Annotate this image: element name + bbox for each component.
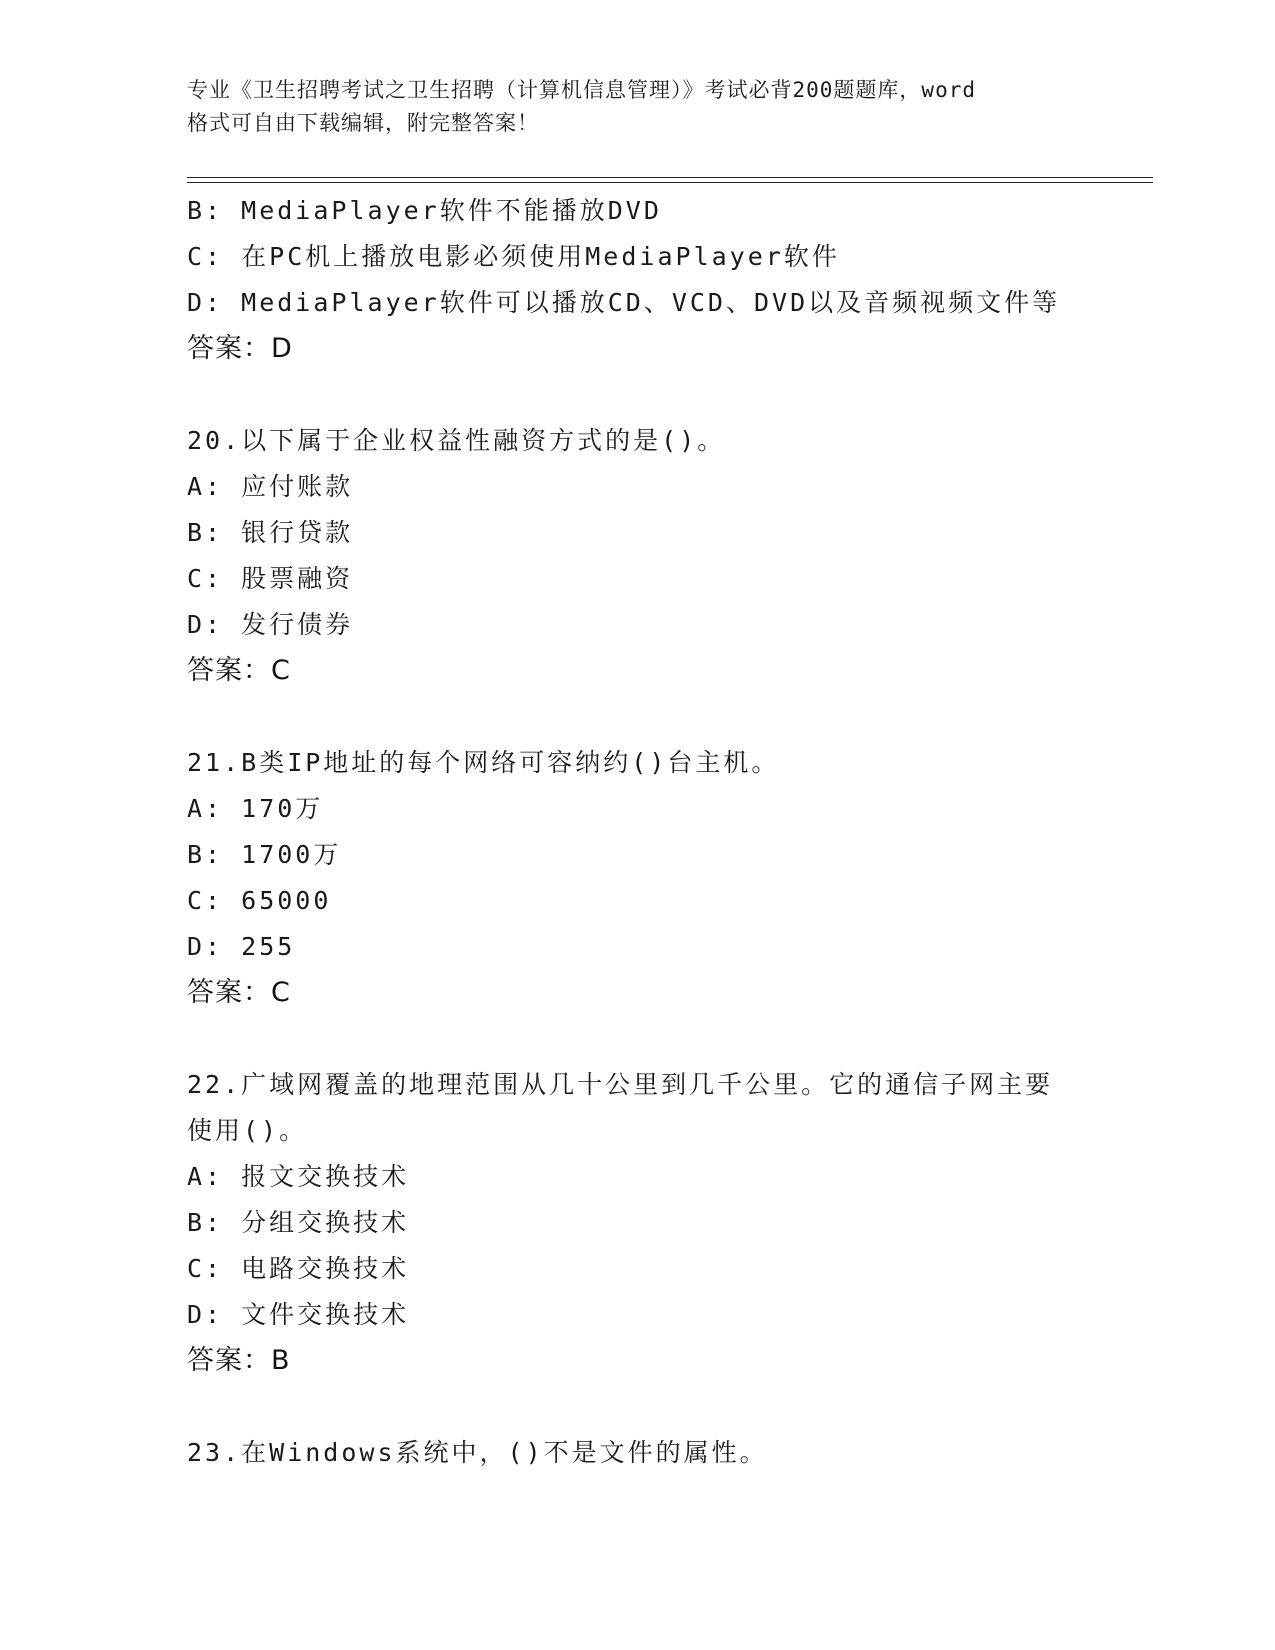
question-stem: 21.B类IP地址的每个网络可容纳约()台主机。 (187, 748, 780, 777)
option-d: D: 255 (187, 932, 296, 961)
option-c: C: 电路交换技术 (187, 1254, 410, 1283)
option-c: C: 股票融资 (187, 564, 354, 593)
spacer (187, 1384, 1147, 1430)
option-a: A: 应付账款 (187, 472, 354, 501)
question-20 (187, 418, 1147, 694)
header-divider-top (187, 177, 1153, 178)
option-c: C: 65000 (187, 886, 332, 915)
option-d: D: MediaPlayer软件可以播放CD、VCD、DVD以及音频视频文件等 (187, 288, 1061, 317)
option-b: B: 分组交换技术 (187, 1208, 410, 1237)
question-19-continued (187, 188, 1147, 372)
answer-label: 答案：B (187, 1345, 291, 1376)
option-a: A: 170万 (187, 794, 324, 823)
question-stem-line-2: 使用()。 (187, 1116, 308, 1145)
option-a: A: 报文交换技术 (187, 1162, 410, 1191)
option-b: B: MediaPlayer软件不能播放DVD (187, 196, 662, 225)
answer-label: 答案：C (187, 655, 291, 686)
option-c: C: 在PC机上播放电影必须使用MediaPlayer软件 (187, 242, 840, 271)
question-23 (187, 1430, 1147, 1476)
question-stem-line-1: 22.广域网覆盖的地理范围从几十公里到几千公里。它的通信子网主要 (187, 1070, 1054, 1099)
spacer (187, 694, 1147, 740)
option-d: D: 文件交换技术 (187, 1300, 410, 1329)
answer-label: 答案：D (187, 333, 293, 364)
header-line-2: 格式可自由下载编辑，附完整答案！ (187, 111, 539, 135)
spacer (187, 1016, 1147, 1062)
question-22 (187, 1062, 1147, 1384)
option-d: D: 发行债券 (187, 610, 354, 639)
question-21 (187, 740, 1147, 1016)
header-divider-bottom (187, 182, 1153, 183)
question-stem: 20.以下属于企业权益性融资方式的是()。 (187, 426, 726, 455)
option-b: B: 1700万 (187, 840, 342, 869)
header-line-1: 专业《卫生招聘考试之卫生招聘（计算机信息管理）》考试必背200题题库，word (187, 78, 976, 102)
option-b: B: 银行贷款 (187, 518, 354, 547)
question-list (187, 188, 1147, 1476)
spacer (187, 372, 1147, 418)
answer-label: 答案：C (187, 977, 291, 1008)
question-stem: 23.在Windows系统中，()不是文件的属性。 (187, 1438, 768, 1467)
document-header (187, 74, 1087, 140)
